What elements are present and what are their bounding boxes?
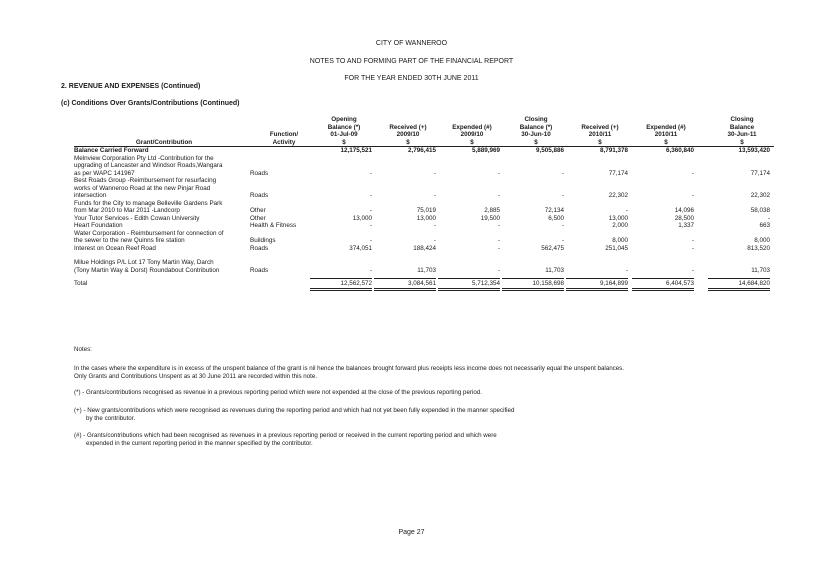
row-value: - bbox=[369, 237, 372, 244]
row-value: 251,045 bbox=[605, 244, 628, 252]
row-value: - bbox=[433, 169, 436, 177]
column-header-line: 2009/10 bbox=[396, 131, 420, 138]
column-header-line: 30-Jun-10 bbox=[521, 131, 551, 138]
column-header bbox=[440, 124, 504, 147]
row-value: 6,500 bbox=[548, 214, 564, 222]
column-header-line: Function/ bbox=[269, 131, 299, 138]
total-value: 10,158,698 bbox=[532, 280, 564, 287]
row-description: Funds for the City to manage Belleville Gardens Park bbox=[74, 199, 223, 207]
column-header-line: $ bbox=[406, 138, 410, 146]
row-value: 6,360,840 bbox=[665, 147, 694, 154]
row-description: Water Corporation - Reimbursement for connection of bbox=[74, 229, 224, 237]
column-header-line: $ bbox=[534, 138, 538, 146]
row-function: Other bbox=[250, 214, 266, 222]
column-header bbox=[114, 139, 214, 147]
row-value: 11,703 bbox=[545, 266, 564, 274]
row-value: 13,593,420 bbox=[738, 147, 770, 154]
row-value: 22,302 bbox=[750, 192, 770, 199]
row-description: Best Roads Group -Reimbursement for resurfacing bbox=[74, 177, 217, 184]
row-description: upgrading of Lancaster and Windsor Roads,Wangara bbox=[74, 162, 223, 169]
notes-line-1: In the cases where the expenditure is in excess of the unspent balance of the grant is nil hence the balances brought forward plus receipts less income does not necessarily equal the unspent balances. bbox=[74, 365, 624, 372]
row-value: 8,000 bbox=[612, 237, 628, 244]
total-value: 5,712,354 bbox=[471, 280, 500, 287]
row-value: 8,000 bbox=[754, 237, 770, 244]
row-value: 13,000 bbox=[416, 214, 436, 222]
row-description: the sewer to the new Quinns fire station bbox=[74, 237, 185, 244]
row-function: Roads bbox=[250, 192, 269, 199]
column-header-line: Received (+) bbox=[389, 123, 427, 131]
note-received-line-1: (+) - New grants/contributions which were recognised as revenues during the reporting period and which had not yet been fully expended in the manner specified bbox=[74, 407, 515, 414]
row-value: - bbox=[497, 244, 500, 252]
column-header-line: 30-Jun-11 bbox=[727, 131, 757, 138]
total-value: 9,164,899 bbox=[599, 280, 628, 287]
row-description: Milue Holdings P/L Lot 17 Tony Martin Way, Darch bbox=[74, 259, 214, 266]
row-value: - bbox=[369, 169, 372, 177]
row-value: 19,500 bbox=[480, 214, 500, 222]
column-header-line: Expended (#) bbox=[646, 123, 686, 131]
total-top-rule bbox=[374, 278, 436, 279]
column-header bbox=[568, 124, 632, 147]
total-label: Total bbox=[74, 280, 88, 287]
column-header-line: $ bbox=[342, 138, 346, 146]
column-header-line: Closing bbox=[730, 116, 754, 123]
row-value: - bbox=[433, 237, 436, 244]
column-header-line: Grant/Contribution bbox=[135, 138, 193, 146]
row-description: Melnview Corporation Pty Ltd -Contribution for the bbox=[74, 154, 214, 162]
row-description: as per WAPC 141967 bbox=[74, 169, 135, 177]
row-value: - bbox=[433, 222, 436, 229]
total-top-rule bbox=[632, 278, 694, 279]
row-value: 13,000 bbox=[352, 214, 372, 222]
row-function: Roads bbox=[250, 169, 269, 177]
row-value: 58,038 bbox=[750, 207, 770, 214]
page-number: Page 27 bbox=[398, 529, 425, 536]
column-header-line: Activity bbox=[272, 138, 296, 146]
row-value: - bbox=[625, 207, 628, 214]
row-value: 8,791,378 bbox=[599, 147, 628, 154]
column-header-line: Balance (*) bbox=[327, 123, 361, 131]
total-top-rule bbox=[708, 278, 770, 279]
column-header bbox=[264, 131, 304, 146]
total-double-rule bbox=[632, 290, 694, 291]
row-description: Your Tutor Services - Edith Cowan University bbox=[74, 214, 200, 222]
column-header-line: 2010/11 bbox=[654, 131, 678, 138]
row-value: 2,000 bbox=[612, 222, 628, 229]
row-description: Heart Foundation bbox=[74, 222, 123, 229]
row-description: Balance Carried Forward bbox=[74, 147, 149, 154]
total-double-rule bbox=[566, 288, 628, 289]
row-value: - bbox=[767, 214, 770, 222]
total-double-rule bbox=[502, 290, 564, 291]
total-double-rule bbox=[502, 288, 564, 289]
total-double-rule bbox=[632, 288, 694, 289]
column-header-line: Closing bbox=[524, 116, 548, 123]
total-double-rule bbox=[708, 290, 770, 291]
row-function: Other bbox=[250, 207, 266, 214]
row-value: 77,174 bbox=[750, 169, 770, 177]
total-double-rule bbox=[310, 288, 372, 289]
row-value: 1,337 bbox=[678, 222, 694, 229]
column-header-line: Balance (*) bbox=[519, 123, 553, 131]
row-value: 562,475 bbox=[541, 244, 564, 252]
row-description: works of Wanneroo Road at the new Pinjar Road bbox=[74, 184, 211, 192]
row-value: - bbox=[691, 192, 694, 199]
column-header-line: Received (+) bbox=[581, 123, 619, 131]
row-value: - bbox=[691, 244, 694, 252]
row-value: - bbox=[369, 207, 372, 214]
total-top-rule bbox=[438, 278, 500, 279]
total-value: 12,562,572 bbox=[340, 280, 372, 287]
column-header-line: $ bbox=[598, 138, 602, 146]
total-top-rule bbox=[502, 278, 564, 279]
row-value: - bbox=[691, 266, 694, 274]
note-expended-line-1: (#) - Grants/contributions which had been recognised as revenues in a previous reporting period or received in the current reporting period and which were bbox=[74, 432, 497, 439]
row-description: from Mar 2010 to Mar 2011 -Landcorp bbox=[74, 207, 180, 214]
row-value: 813,520 bbox=[747, 244, 770, 252]
row-value: 188,424 bbox=[413, 244, 436, 252]
row-value: 2,796,415 bbox=[407, 147, 436, 154]
note-received-line-2: by the contributor. bbox=[86, 415, 136, 422]
column-header-line: 2009/10 bbox=[460, 131, 484, 138]
row-value: 14,096 bbox=[674, 207, 694, 214]
row-value: - bbox=[497, 266, 500, 274]
row-value: 13,000 bbox=[608, 214, 628, 222]
column-header-line: 2010/11 bbox=[588, 131, 612, 138]
total-double-rule bbox=[708, 288, 770, 289]
total-double-rule bbox=[438, 288, 500, 289]
row-value: 28,500 bbox=[674, 214, 694, 222]
row-value: - bbox=[497, 192, 500, 199]
column-header-line: $ bbox=[664, 138, 668, 146]
column-header-line: Balance bbox=[729, 123, 755, 131]
row-value: - bbox=[369, 192, 372, 199]
row-value: - bbox=[433, 192, 436, 199]
period-title: FOR THE YEAR ENDED 30TH JUNE 2011 bbox=[344, 75, 479, 82]
total-value: 6,404,573 bbox=[665, 280, 694, 287]
note-opening: (*) - Grants/contributions recognised as revenue in a previous reporting period which were not expended at the close of the previous reporting period. bbox=[74, 389, 482, 396]
note-expended-line-2: expended in the current reporting period in the manner specified by the contributor. bbox=[86, 440, 313, 447]
total-value: 14,684,820 bbox=[738, 280, 770, 287]
total-top-rule bbox=[310, 278, 372, 279]
row-function: Roads bbox=[250, 244, 269, 252]
row-value: 374,051 bbox=[349, 244, 372, 252]
notes-paragraph bbox=[74, 365, 624, 381]
notes-title: NOTES TO AND FORMING PART OF THE FINANCIAL REPORT bbox=[309, 58, 514, 65]
row-value: 11,703 bbox=[417, 266, 436, 274]
total-double-rule bbox=[438, 290, 500, 291]
total-double-rule bbox=[566, 290, 628, 291]
row-value: - bbox=[561, 222, 564, 229]
column-header-line: $ bbox=[470, 138, 474, 146]
note-received bbox=[74, 407, 514, 423]
total-value: 3,084,561 bbox=[407, 280, 436, 287]
row-value: 2,885 bbox=[484, 207, 500, 214]
row-value: - bbox=[561, 192, 564, 199]
column-header-line: Expended (#) bbox=[452, 123, 492, 131]
row-value: 663 bbox=[759, 222, 770, 229]
notes-heading: Notes: bbox=[74, 346, 92, 353]
total-top-rule bbox=[566, 278, 628, 279]
row-value: 22,302 bbox=[608, 192, 628, 199]
row-value: 77,174 bbox=[608, 169, 628, 177]
row-value: 72,134 bbox=[544, 207, 564, 214]
row-value: 9,505,886 bbox=[535, 147, 564, 154]
row-value: 75,019 bbox=[416, 207, 436, 214]
column-header bbox=[710, 116, 774, 146]
total-double-rule bbox=[310, 290, 372, 291]
row-value: - bbox=[561, 237, 564, 244]
row-function: Roads bbox=[250, 266, 269, 274]
row-value: - bbox=[497, 169, 500, 177]
column-header bbox=[634, 124, 698, 147]
column-header-line: Opening bbox=[331, 116, 357, 123]
row-value: - bbox=[497, 222, 500, 229]
row-value: - bbox=[691, 169, 694, 177]
row-value: - bbox=[625, 266, 628, 274]
subsection-title: (c) Conditions Over Grants/Contributions (Continued) bbox=[61, 100, 240, 107]
total-double-rule bbox=[374, 290, 436, 291]
column-header-line: 01-Jul-09 bbox=[330, 131, 358, 138]
row-value: - bbox=[369, 266, 372, 274]
entity-name: CITY OF WANNEROO bbox=[375, 40, 448, 47]
note-expended bbox=[74, 432, 497, 448]
column-header bbox=[376, 124, 440, 147]
row-value: 11,703 bbox=[751, 266, 770, 274]
row-function: Buildings bbox=[250, 237, 276, 244]
total-double-rule bbox=[374, 288, 436, 289]
row-value: 5,889,969 bbox=[471, 147, 500, 154]
row-value: - bbox=[561, 169, 564, 177]
column-header bbox=[312, 116, 376, 146]
notes-line-2: Only Grants and Contributions Unspent as at 30 June 2011 are recorded within this note. bbox=[74, 373, 318, 380]
row-value: - bbox=[497, 237, 500, 244]
row-function: Health & Fitness bbox=[250, 222, 297, 229]
row-description: intersection bbox=[74, 192, 107, 199]
row-description: (Tony Martin Way & Dorst) Roundabout Contribution bbox=[74, 266, 220, 274]
row-description: Interest on Ocean Reef Road bbox=[74, 244, 156, 252]
row-value: - bbox=[369, 222, 372, 229]
section-title: 2. REVENUE AND EXPENSES (Continued) bbox=[61, 83, 201, 90]
row-value: - bbox=[691, 237, 694, 244]
column-header bbox=[504, 116, 568, 146]
row-value: 12,175,521 bbox=[340, 147, 372, 154]
column-header-line: $ bbox=[740, 138, 744, 146]
